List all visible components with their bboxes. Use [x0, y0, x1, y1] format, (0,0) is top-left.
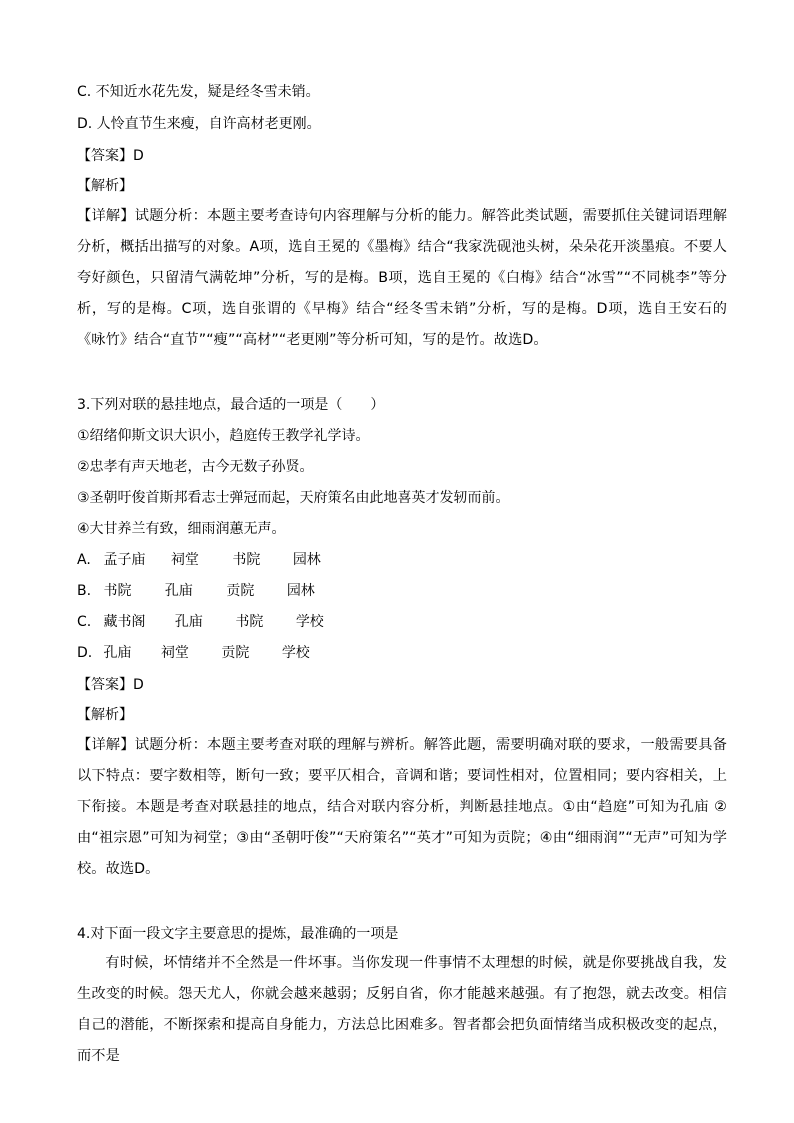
q3-couplet-3: ③圣朝吁俊首斯邦看志士弹冠而起，天府策名由此地喜英才发轫而前。 [77, 490, 510, 506]
option-item: 孔庙 [174, 614, 203, 630]
q3-stem: 3.下列对联的悬挂地点，最合适的一项是（ ） [77, 397, 385, 413]
q3-couplet-4: ④大甘养兰有致，细雨润蕙无声。 [77, 521, 286, 537]
q3-detail: 【详解】试题分析：本题主要考查对联的理解与辨析。解答此题，需要明确对联的要求，一般需要具备以下特点：要字数相等，断句一致；要平仄相合，音调和谐；要词性相对，位置相同；要内容相关，上下衔接。本题是考查对联悬挂的地点，结合对联内容分析，判断悬挂地点。①由“趋庭”可知为孔庙 ②由“祖宗恩”可知为祠堂；③由“圣朝吁俊”“天府策名”“英才”可知为贡院；④由“细雨润”“无声”可知为学校。故选D。 [77, 737, 727, 877]
option-letter: D. [77, 645, 93, 661]
option-item: 祠堂 [160, 645, 189, 661]
q2-analysis-heading: 【解析】 [77, 178, 133, 194]
q4-passage: 有时候，坏情绪并不全然是一件坏事。当你发现一件事情不太理想的时候，就是你要挑战自我，发生改变的时候。怨天尤人，你就会越来越弱；反躬自省，你才能越来越强。有了抱怨，就去改变。相信自己的潜能，不断探索和提高自身能力，方法总比困难多。智者都会把负面情绪当成积极改变的起点，而不是 [77, 955, 727, 1064]
q3-couplet-1: ①绍绪仰斯文识大识小，趋庭传王教学礼学诗。 [77, 428, 370, 444]
option-item: 孔庙 [103, 645, 132, 661]
q4-stem: 4.对下面一段文字主要意思的提炼，最准确的一项是 [77, 926, 399, 942]
option-item: 学校 [295, 614, 324, 630]
option-item: 贡院 [226, 583, 255, 599]
q2-detail: 【详解】试题分析：本题主要考查诗句内容理解与分析的能力。解答此类试题，需要抓住关键词语理解分析，概括出描写的对象。A项，选自王冕的《墨梅》结合“我家洗砚池头树，朵朵花开淡墨痕。不要人夸好颜色，只留清气满乾坤”分析，写的是梅。B项，选自王冕的《白梅》结合“冰雪”“不同桃李”等分析，写的是梅。C项，选自张谓的《早梅》结合“经冬雪未销”分析，写的是梅。D项，选自王安石的《咏竹》结合“直节”“瘦”“高材”“老更刚”等分析可知，写的是竹。故选D。 [77, 208, 727, 348]
q3-analysis-heading: 【解析】 [77, 707, 133, 723]
q3-option-a [77, 551, 321, 569]
option-item: 祠堂 [170, 552, 199, 568]
q3-couplet-2: ②忠孝有声天地老，古今无数子孙贤。 [77, 459, 314, 475]
q3-option-c [77, 613, 324, 631]
option-item: 孔庙 [164, 583, 193, 599]
q3-answer: 【答案】D [77, 677, 144, 693]
option-letter: C. [77, 614, 92, 630]
option-item: 书院 [103, 583, 132, 599]
option-item: 书院 [235, 614, 264, 630]
q3-option-b [77, 582, 315, 600]
option-item: 孟子庙 [103, 552, 146, 568]
option-letter: B. [77, 583, 92, 599]
q3-option-d [77, 644, 310, 662]
option-item: 园林 [286, 583, 315, 599]
q2-answer: 【答案】D [77, 148, 144, 164]
option-letter: A. [77, 552, 91, 568]
option-item: 书院 [232, 552, 261, 568]
option-item: 园林 [292, 552, 321, 568]
q2-option-c: C. 不知近水花先发，疑是经冬雪未销。 [77, 84, 320, 100]
option-item: 学校 [281, 645, 310, 661]
q2-option-d: D. 人怜直节生来瘦，自许高材老更刚。 [77, 116, 321, 132]
option-item: 贡院 [221, 645, 250, 661]
option-item: 藏书阁 [103, 614, 146, 630]
